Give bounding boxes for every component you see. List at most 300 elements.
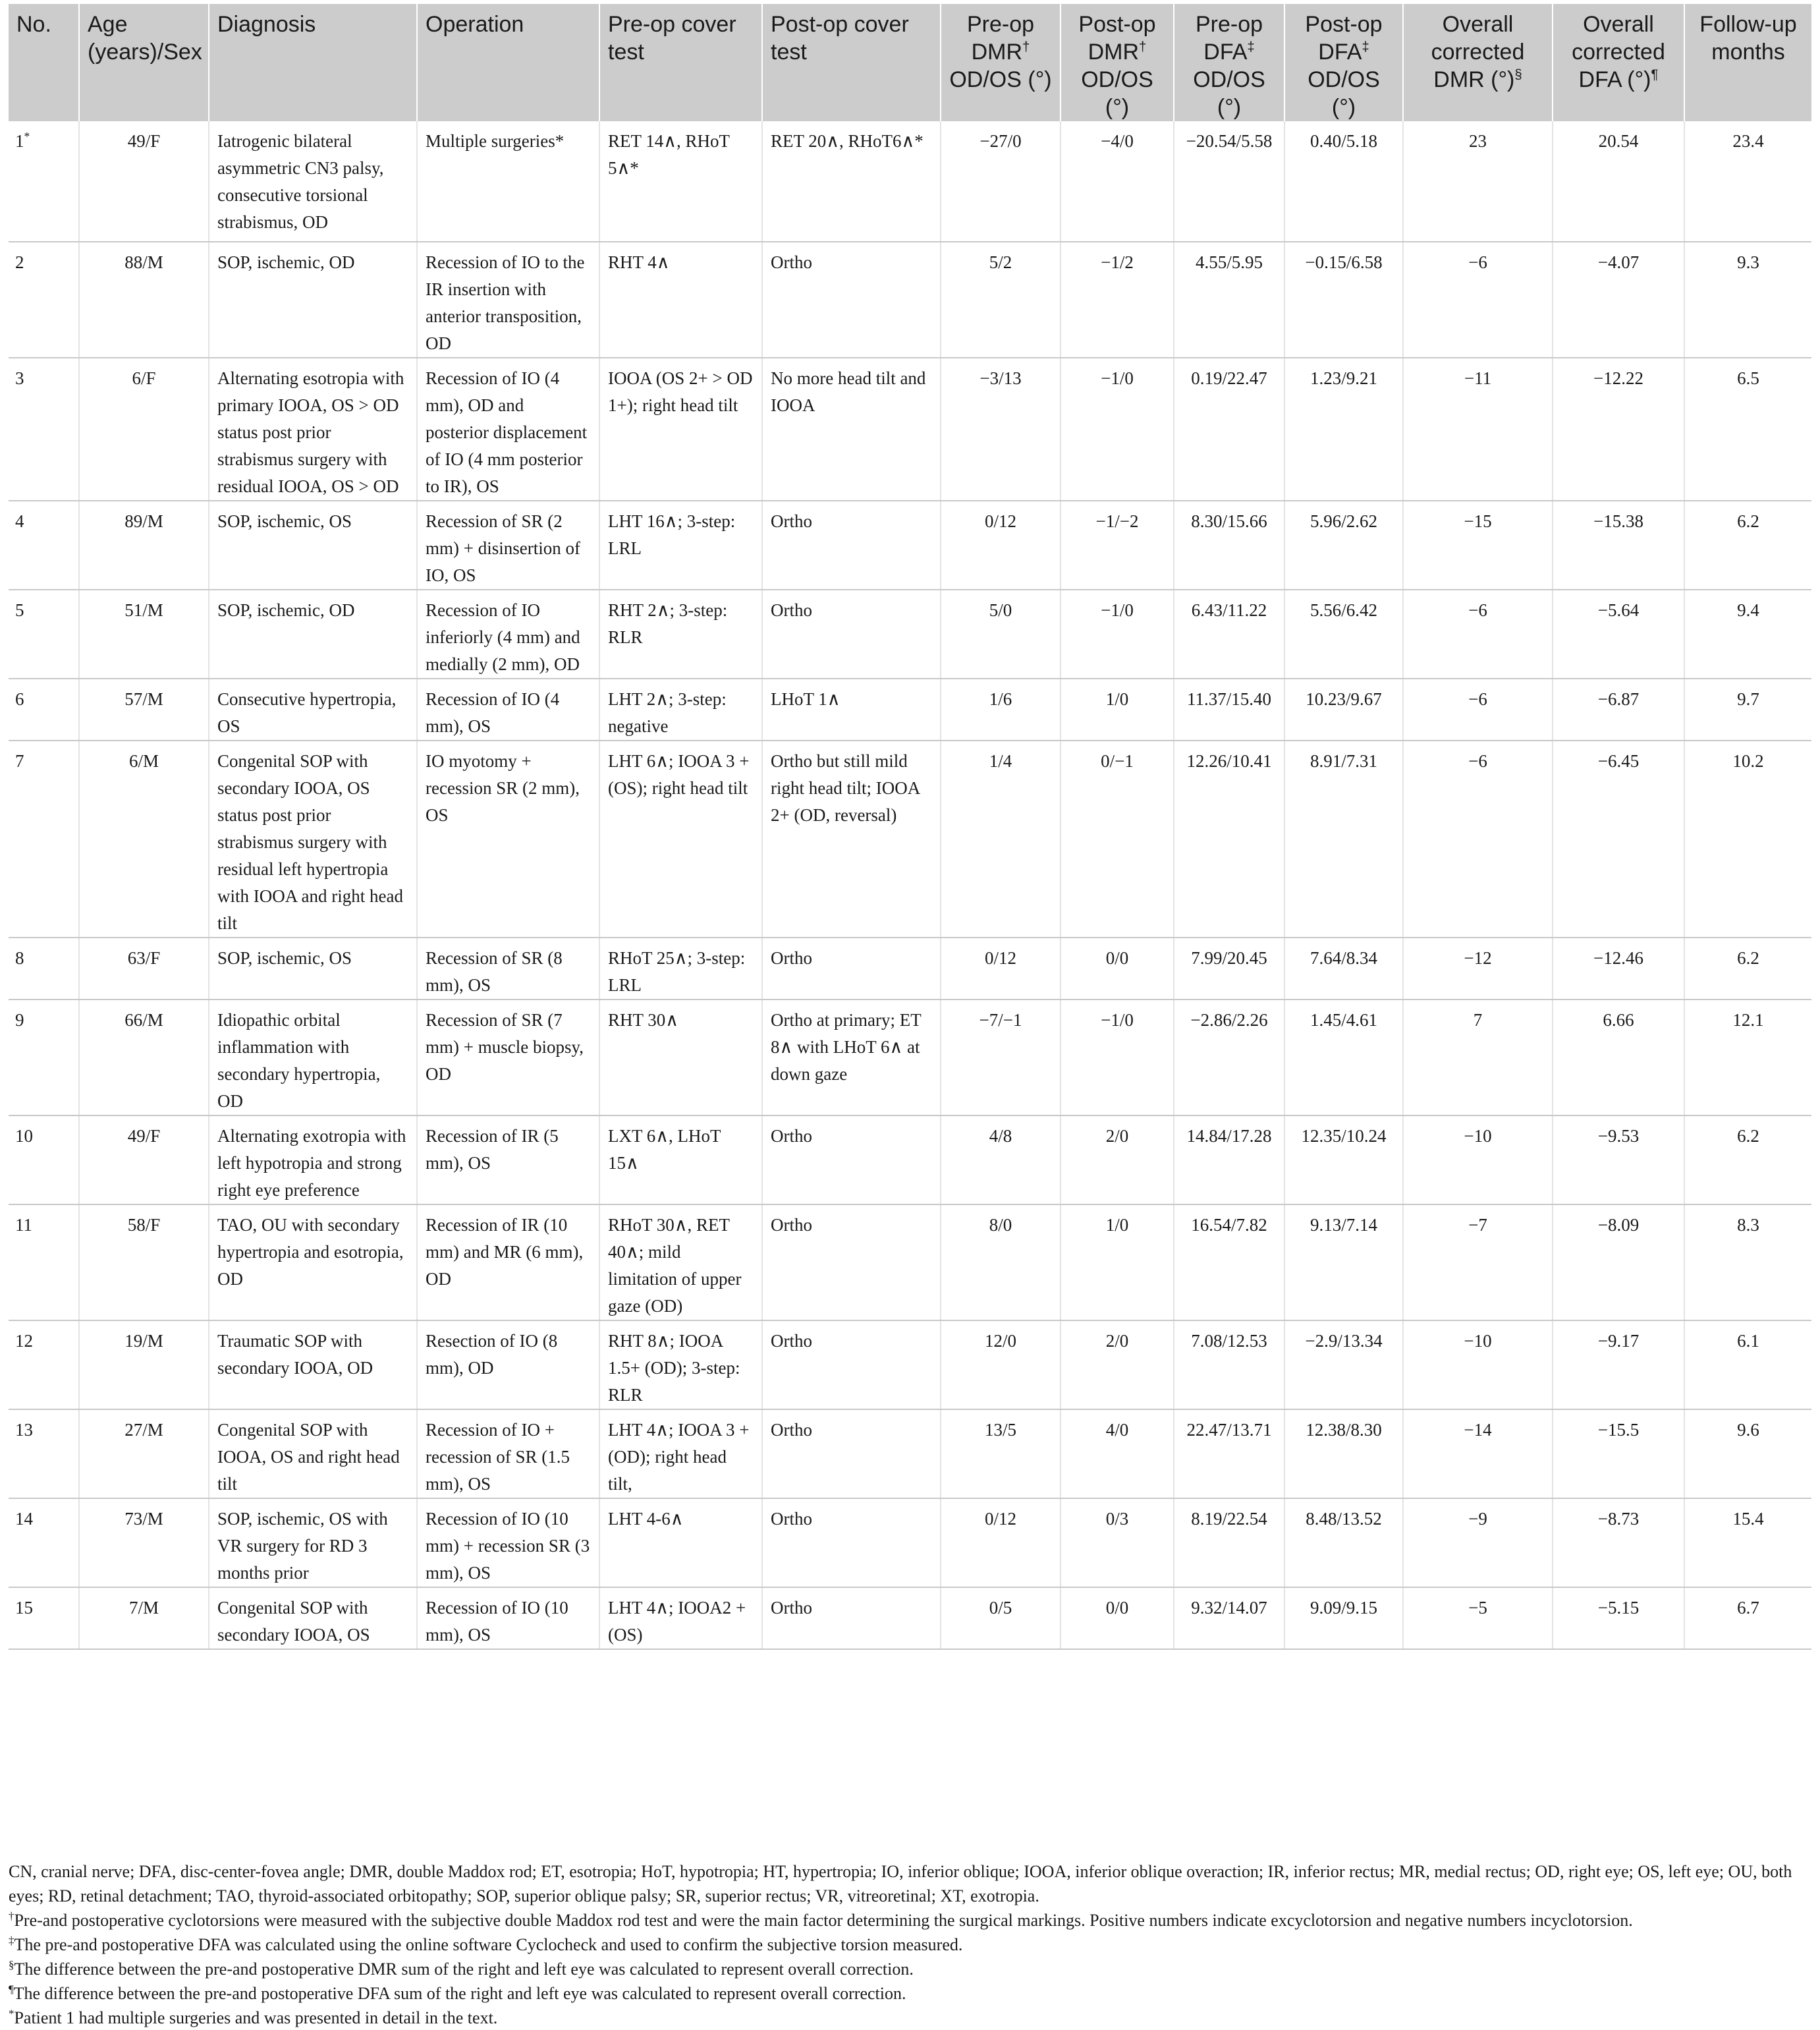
cell-follow-up-text: 8.3 — [1737, 1215, 1759, 1235]
header-text-units: OD/OS (°) — [1308, 67, 1380, 120]
cell-post-op-dfa — [1284, 590, 1403, 679]
cell-pre-op-dmr-text: −27/0 — [979, 131, 1022, 151]
column-header-6 — [762, 4, 941, 121]
table-row — [9, 501, 1811, 590]
cell-post-op-cover-test — [762, 1498, 941, 1587]
cell-post-op-dmr-text: −4/0 — [1101, 131, 1134, 151]
cell-post-op-dfa — [1284, 1320, 1403, 1409]
cell-pre-op-dmr — [941, 938, 1061, 1000]
cell-post-op-dfa — [1284, 741, 1403, 938]
cell-pre-op-dmr-text: −7/−1 — [979, 1010, 1022, 1030]
table-row — [9, 1320, 1811, 1409]
table-container — [9, 4, 1811, 1650]
footnote — [9, 1908, 1811, 1932]
cell-post-op-dmr — [1061, 1498, 1174, 1587]
cell-age-sex-text: 89/M — [124, 511, 163, 531]
cell-overall-dmr-text: −5 — [1468, 1598, 1487, 1618]
cell-overall-dfa-text: −6.87 — [1597, 689, 1640, 709]
cell-follow-up-text: 9.6 — [1737, 1420, 1759, 1440]
cell-follow-up — [1684, 1320, 1811, 1409]
table-row — [9, 938, 1811, 1000]
cell-pre-op-cover-test — [599, 1000, 762, 1115]
cell-pre-op-cover-test-text: RHT 8∧; IOOA 1.5+ (OD); 3-step: RLR — [608, 1331, 740, 1405]
table-row — [9, 1000, 1811, 1115]
cell-post-op-dfa-text: 0.40/5.18 — [1310, 131, 1377, 151]
cell-no-text: 7 — [15, 751, 24, 771]
cell-pre-op-dmr-text: 13/5 — [984, 1420, 1016, 1440]
cell-no-text: 15 — [15, 1598, 33, 1618]
cell-overall-dfa — [1553, 1204, 1684, 1320]
cell-age-sex — [79, 1320, 209, 1409]
cell-overall-dfa — [1553, 590, 1684, 679]
cell-overall-dmr — [1403, 1115, 1553, 1204]
cell-overall-dfa-text: −4.07 — [1597, 252, 1640, 272]
cell-diagnosis-text: SOP, ischemic, OS — [217, 511, 352, 531]
cell-pre-op-cover-test — [599, 242, 762, 358]
header-footnote-mark: ¶ — [1651, 67, 1659, 82]
column-header-10 — [1284, 4, 1403, 121]
cell-post-op-dmr-text: −1/2 — [1101, 252, 1134, 272]
cell-pre-op-cover-test — [599, 1409, 762, 1498]
cell-overall-dmr — [1403, 121, 1553, 242]
cell-post-op-cover-test-text: Ortho — [771, 1420, 812, 1440]
cell-overall-dfa-text: −9.17 — [1597, 1331, 1640, 1351]
cell-operation — [417, 679, 599, 741]
cell-pre-op-dmr — [941, 1320, 1061, 1409]
header-text: Overall corrected DMR (°) — [1431, 12, 1525, 92]
cell-operation — [417, 938, 599, 1000]
header-text: Post-op cover test — [771, 12, 909, 65]
cell-pre-op-dfa — [1174, 1115, 1284, 1204]
cell-pre-op-dfa — [1174, 121, 1284, 242]
cell-pre-op-dmr — [941, 1115, 1061, 1204]
cell-pre-op-dfa — [1174, 679, 1284, 741]
cell-pre-op-dfa-text: 7.99/20.45 — [1191, 948, 1267, 968]
header-text: Age (years)/Sex — [88, 12, 202, 65]
cell-operation-text: Recession of IO (4 mm), OS — [426, 689, 560, 736]
cell-operation-text: Recession of IR (10 mm) and MR (6 mm), OD — [426, 1215, 584, 1289]
cell-overall-dfa — [1553, 501, 1684, 590]
cell-post-op-dmr-text: 0/0 — [1105, 948, 1129, 968]
cell-post-op-cover-test — [762, 1000, 941, 1115]
cell-pre-op-dfa — [1174, 358, 1284, 501]
cell-operation-text: Recession of IO (10 mm), OS — [426, 1598, 568, 1645]
cell-overall-dfa — [1553, 242, 1684, 358]
cell-post-op-cover-test — [762, 741, 941, 938]
cell-post-op-dfa-text: 7.64/8.34 — [1310, 948, 1377, 968]
cell-diagnosis-text: SOP, ischemic, OD — [217, 600, 355, 620]
cell-overall-dmr — [1403, 741, 1553, 938]
cell-diagnosis-text: Consecutive hypertropia, OS — [217, 689, 397, 736]
cell-no — [9, 1000, 79, 1115]
cell-operation-text: Recession of IR (5 mm), OS — [426, 1126, 559, 1173]
cell-diagnosis-text: Alternating esotropia with primary IOOA, OS > OD status post prior strabismus surgery with residual IOOA, OS > OD — [217, 368, 404, 496]
cell-pre-op-dfa — [1174, 1409, 1284, 1498]
cell-post-op-cover-test — [762, 501, 941, 590]
cell-age-sex-text: 27/M — [124, 1420, 163, 1440]
cell-age-sex — [79, 1587, 209, 1649]
cell-post-op-cover-test — [762, 242, 941, 358]
footnote-text: The difference between the pre-and postoperative DFA sum of the right and left eye was calculated to represent overall correction. — [13, 1984, 906, 2003]
cell-overall-dfa-text: −15.5 — [1597, 1420, 1640, 1440]
cell-pre-op-cover-test-text: RHoT 25∧; 3-step: LRL — [608, 948, 746, 995]
cell-post-op-dfa-text: 9.13/7.14 — [1310, 1215, 1377, 1235]
cell-diagnosis — [209, 1498, 417, 1587]
cell-operation — [417, 242, 599, 358]
cell-diagnosis — [209, 1320, 417, 1409]
cell-overall-dfa — [1553, 1000, 1684, 1115]
cell-diagnosis-text: Congenital SOP with IOOA, OS and right head tilt — [217, 1420, 400, 1494]
cell-diagnosis-text: Alternating exotropia with left hypotropia and strong right eye preference — [217, 1126, 406, 1200]
cell-follow-up-text: 9.3 — [1737, 252, 1759, 272]
header-text: No. — [16, 12, 51, 37]
cell-post-op-dmr-text: −1/0 — [1101, 1010, 1134, 1030]
cell-operation-text: Recession of IO inferiorly (4 mm) and medially (2 mm), OD — [426, 600, 580, 674]
cell-pre-op-dmr-text: 12/0 — [984, 1331, 1016, 1351]
cell-overall-dmr-text: −11 — [1464, 368, 1492, 388]
cell-post-op-cover-test — [762, 1204, 941, 1320]
cell-diagnosis-text: TAO, OU with secondary hypertropia and esotropia, OD — [217, 1215, 404, 1289]
cell-age-sex-text: 58/F — [127, 1215, 161, 1235]
cell-operation-text: Recession of SR (2 mm) + disinsertion of IO, OS — [426, 511, 580, 585]
column-header-7 — [941, 4, 1061, 121]
cell-post-op-dfa-text: 12.38/8.30 — [1306, 1420, 1382, 1440]
cell-age-sex-text: 63/F — [127, 948, 161, 968]
cell-pre-op-dfa — [1174, 1320, 1284, 1409]
column-header-4 — [417, 4, 599, 121]
cell-pre-op-dfa-text: 4.55/5.95 — [1195, 252, 1263, 272]
table-row — [9, 590, 1811, 679]
cell-post-op-cover-test-text: Ortho — [771, 600, 812, 620]
cell-diagnosis — [209, 501, 417, 590]
cell-post-op-dfa — [1284, 121, 1403, 242]
cell-overall-dmr — [1403, 242, 1553, 358]
cell-pre-op-cover-test-text: RHT 4∧ — [608, 252, 670, 272]
cell-overall-dmr-text: −6 — [1468, 600, 1487, 620]
cell-no-text: 4 — [15, 511, 24, 531]
footnote-mark: ¶ — [9, 1983, 14, 1996]
cell-post-op-dfa-text: −0.15/6.58 — [1305, 252, 1383, 272]
cell-pre-op-dmr-text: 0/12 — [984, 948, 1016, 968]
table-row — [9, 679, 1811, 741]
cell-post-op-cover-test — [762, 1115, 941, 1204]
cell-post-op-dmr — [1061, 121, 1174, 242]
cell-pre-op-cover-test — [599, 1115, 762, 1204]
cell-post-op-dfa — [1284, 501, 1403, 590]
cell-no — [9, 1115, 79, 1204]
cell-post-op-dmr — [1061, 1204, 1174, 1320]
cell-pre-op-cover-test-text: IOOA (OS 2+ > OD 1+); right head tilt — [608, 368, 753, 415]
cell-follow-up — [1684, 938, 1811, 1000]
cell-post-op-cover-test-text: Ortho — [771, 1509, 812, 1529]
cell-diagnosis — [209, 679, 417, 741]
cell-follow-up-text: 6.2 — [1737, 948, 1759, 968]
cell-post-op-dmr-text: 4/0 — [1105, 1420, 1129, 1440]
cell-pre-op-cover-test-text: RET 14∧, RHoT 5∧* — [608, 131, 730, 178]
cell-no — [9, 1587, 79, 1649]
cell-pre-op-dmr — [941, 741, 1061, 938]
column-header-13 — [1684, 4, 1811, 121]
cell-overall-dfa-text: 6.66 — [1603, 1010, 1634, 1030]
cell-no-text: 11 — [15, 1215, 32, 1235]
table-row — [9, 1587, 1811, 1649]
footnote-list — [9, 1908, 1811, 2030]
cell-overall-dfa-text: −5.15 — [1597, 1598, 1640, 1618]
cell-pre-op-dmr — [941, 679, 1061, 741]
cell-pre-op-cover-test-text: LXT 6∧, LHoT 15∧ — [608, 1126, 721, 1173]
cell-overall-dfa-text: 20.54 — [1598, 131, 1639, 151]
cell-operation-text: Recession of IO (10 mm) + recession SR (3 mm), OS — [426, 1509, 590, 1583]
cell-pre-op-cover-test-text: LHT 16∧; 3-step: LRL — [608, 511, 736, 558]
cell-operation — [417, 1115, 599, 1204]
footnote-mark: † — [9, 1909, 14, 1923]
cell-post-op-cover-test-text: Ortho at primary; ET 8∧ with LHoT 6∧ at down gaze — [771, 1010, 922, 1084]
cell-age-sex — [79, 1204, 209, 1320]
table-row — [9, 1409, 1811, 1498]
cell-post-op-cover-test-text: Ortho — [771, 252, 812, 272]
cell-post-op-dmr — [1061, 242, 1174, 358]
cell-pre-op-dfa-text: −20.54/5.58 — [1186, 131, 1273, 151]
cell-pre-op-dfa-text: 7.08/12.53 — [1191, 1331, 1267, 1351]
header-text: Diagnosis — [217, 12, 316, 37]
cell-overall-dfa — [1553, 121, 1684, 242]
cell-post-op-cover-test — [762, 1587, 941, 1649]
cell-overall-dmr-text: 7 — [1473, 1010, 1483, 1030]
cell-no-text: 10 — [15, 1126, 33, 1146]
cell-age-sex-text: 57/M — [124, 689, 163, 709]
cell-pre-op-dmr — [941, 1587, 1061, 1649]
cell-post-op-dfa — [1284, 242, 1403, 358]
cell-age-sex — [79, 501, 209, 590]
cell-diagnosis — [209, 1000, 417, 1115]
cell-pre-op-dmr-text: 5/0 — [989, 600, 1012, 620]
cell-diagnosis-text: Idiopathic orbital inflammation with secondary hypertropia, OD — [217, 1010, 381, 1111]
cell-post-op-cover-test-text: Ortho — [771, 1598, 812, 1618]
cell-age-sex-text: 73/M — [124, 1509, 163, 1529]
table-row — [9, 1115, 1811, 1204]
table-header — [9, 4, 1811, 121]
cell-post-op-cover-test — [762, 938, 941, 1000]
header-footnote-mark: ‡ — [1247, 40, 1255, 55]
cell-post-op-dfa — [1284, 1498, 1403, 1587]
cell-overall-dmr-text: −6 — [1468, 689, 1487, 709]
cell-pre-op-dfa-text: 22.47/13.71 — [1186, 1420, 1272, 1440]
cell-follow-up-text: 9.7 — [1737, 689, 1759, 709]
cell-overall-dmr-text: −6 — [1468, 252, 1487, 272]
cell-pre-op-cover-test — [599, 1320, 762, 1409]
cell-age-sex — [79, 1115, 209, 1204]
cell-diagnosis-text: SOP, ischemic, OS — [217, 948, 352, 968]
cell-no-text: 2 — [15, 252, 24, 272]
cell-no-text: 13 — [15, 1420, 33, 1440]
cell-pre-op-cover-test-text: LHT 2∧; 3-step: negative — [608, 689, 727, 736]
cell-post-op-dmr-text: −1/0 — [1101, 600, 1134, 620]
header-footnote-mark: † — [1022, 40, 1030, 55]
cell-pre-op-cover-test-text: LHT 4∧; IOOA 3 + (OD); right head tilt, — [608, 1420, 750, 1494]
cell-post-op-dfa — [1284, 1587, 1403, 1649]
footnote-text: Pre-and postoperative cyclotorsions were measured with the subjective double Maddox rod test and were the main factor determining the surgical markings. Positive numbers indicate excyclotorsion and negative numbers incyclotorsion. — [14, 1911, 1633, 1930]
cell-pre-op-dfa — [1174, 242, 1284, 358]
cell-operation-text: Multiple surgeries* — [426, 131, 565, 151]
cell-post-op-cover-test-text: LHoT 1∧ — [771, 689, 841, 709]
cell-overall-dmr — [1403, 1000, 1553, 1115]
cell-pre-op-cover-test — [599, 1204, 762, 1320]
column-header-12 — [1553, 4, 1684, 121]
cell-age-sex-text: 51/M — [124, 600, 163, 620]
cell-follow-up-text: 6.1 — [1737, 1331, 1759, 1351]
cell-pre-op-dfa — [1174, 938, 1284, 1000]
cell-follow-up — [1684, 501, 1811, 590]
footnote-mark: ‡ — [9, 1934, 14, 1947]
cell-pre-op-cover-test — [599, 1587, 762, 1649]
cell-operation — [417, 1409, 599, 1498]
cell-age-sex — [79, 1000, 209, 1115]
cell-no — [9, 590, 79, 679]
cell-post-op-cover-test-text: Ortho — [771, 1215, 812, 1235]
cell-overall-dfa — [1553, 679, 1684, 741]
cell-post-op-cover-test-text: Ortho — [771, 948, 812, 968]
patient-table — [9, 4, 1811, 1650]
cell-post-op-cover-test-text: Ortho — [771, 1331, 812, 1351]
cell-post-op-dfa — [1284, 679, 1403, 741]
header-text-units: OD/OS (°) — [1081, 67, 1153, 120]
cell-follow-up-text: 6.2 — [1737, 1126, 1759, 1146]
cell-age-sex-text: 6/M — [128, 751, 159, 771]
cell-age-sex-text: 19/M — [124, 1331, 163, 1351]
cell-pre-op-dmr — [941, 1409, 1061, 1498]
header-row — [9, 4, 1811, 121]
cell-post-op-dmr-text: 0/3 — [1105, 1509, 1129, 1529]
header-footnote-mark: ‡ — [1362, 40, 1369, 55]
cell-diagnosis — [209, 1587, 417, 1649]
cell-diagnosis-text: SOP, ischemic, OS with VR surgery for RD 3 months prior — [217, 1509, 388, 1583]
cell-no — [9, 1498, 79, 1587]
cell-post-op-dfa — [1284, 1204, 1403, 1320]
cell-pre-op-dmr — [941, 358, 1061, 501]
cell-post-op-dfa-text: 9.09/9.15 — [1310, 1598, 1377, 1618]
cell-overall-dfa-text: −8.73 — [1597, 1509, 1640, 1529]
cell-diagnosis — [209, 938, 417, 1000]
cell-overall-dfa-text: −12.22 — [1593, 368, 1643, 388]
cell-pre-op-cover-test-text: LHT 6∧; IOOA 3 + (OS); right head tilt — [608, 751, 750, 798]
header-text: Operation — [426, 12, 524, 37]
column-header-2 — [79, 4, 209, 121]
cell-diagnosis-text: Iatrogenic bilateral asymmetric CN3 palsy, consecutive torsional strabismus, OD — [217, 131, 384, 232]
column-header-1 — [9, 4, 79, 121]
cell-operation-text: Recession of SR (7 mm) + muscle biopsy, OD — [426, 1010, 584, 1084]
table-row — [9, 121, 1811, 242]
cell-overall-dmr-text: 23 — [1469, 131, 1487, 151]
cell-overall-dfa — [1553, 1409, 1684, 1498]
cell-post-op-dfa-text: 12.35/10.24 — [1301, 1126, 1387, 1146]
cell-pre-op-dmr-text: 8/0 — [989, 1215, 1012, 1235]
cell-pre-op-dmr — [941, 590, 1061, 679]
table-row — [9, 242, 1811, 358]
cell-overall-dfa — [1553, 938, 1684, 1000]
cell-no-text: 14 — [15, 1509, 33, 1529]
cell-no — [9, 741, 79, 938]
header-text: Post-op DFA — [1305, 12, 1383, 65]
cell-age-sex — [79, 938, 209, 1000]
cell-follow-up — [1684, 1115, 1811, 1204]
cell-pre-op-cover-test — [599, 938, 762, 1000]
cell-follow-up — [1684, 679, 1811, 741]
cell-operation-text: Recession of IO + recession of SR (1.5 mm), OS — [426, 1420, 570, 1494]
cell-operation — [417, 1587, 599, 1649]
cell-operation — [417, 358, 599, 501]
cell-pre-op-dmr — [941, 242, 1061, 358]
cell-pre-op-dfa-text: 11.37/15.40 — [1187, 689, 1271, 709]
cell-diagnosis — [209, 1409, 417, 1498]
footnote — [9, 1932, 1811, 1957]
cell-operation-text: Resection of IO (8 mm), OD — [426, 1331, 558, 1378]
header-text: Pre-op cover test — [608, 12, 736, 65]
cell-post-op-dmr — [1061, 1115, 1174, 1204]
table-row — [9, 358, 1811, 501]
cell-age-sex — [79, 590, 209, 679]
cell-pre-op-dfa — [1174, 1587, 1284, 1649]
cell-age-sex — [79, 242, 209, 358]
cell-post-op-cover-test-text: Ortho but still mild right head tilt; IOOA 2+ (OD, reversal) — [771, 751, 920, 825]
cell-follow-up — [1684, 1000, 1811, 1115]
cell-post-op-dmr-text: 1/0 — [1105, 689, 1129, 709]
cell-no — [9, 242, 79, 358]
cell-post-op-dfa-text: 5.56/6.42 — [1310, 600, 1377, 620]
cell-pre-op-dmr — [941, 1000, 1061, 1115]
cell-pre-op-dfa — [1174, 590, 1284, 679]
cell-overall-dmr-text: −7 — [1468, 1215, 1487, 1235]
cell-operation — [417, 1204, 599, 1320]
cell-no-text: 9 — [15, 1010, 24, 1030]
cell-post-op-dmr-text: −1/0 — [1101, 368, 1134, 388]
cell-operation — [417, 590, 599, 679]
cell-pre-op-dmr — [941, 501, 1061, 590]
cell-diagnosis-text: Congenital SOP with secondary IOOA, OS status post prior strabismus surgery with residual left hypertropia with IOOA and right head tilt — [217, 751, 403, 933]
cell-operation-text: Recession of SR (8 mm), OS — [426, 948, 563, 995]
cell-operation-text: IO myotomy + recession SR (2 mm), OS — [426, 751, 580, 825]
cell-overall-dfa-text: −12.46 — [1593, 948, 1643, 968]
cell-overall-dmr — [1403, 1498, 1553, 1587]
cell-overall-dmr — [1403, 590, 1553, 679]
cell-post-op-dmr — [1061, 501, 1174, 590]
cell-pre-op-dmr — [941, 1498, 1061, 1587]
cell-no — [9, 679, 79, 741]
cell-age-sex — [79, 358, 209, 501]
header-text-units: OD/OS (°) — [949, 67, 1052, 92]
cell-operation-text: Recession of IO (4 mm), OD and posterior displacement of IO (4 mm posterior to IR), OS — [426, 368, 588, 496]
cell-operation — [417, 121, 599, 242]
cell-pre-op-cover-test-text: RHT 2∧; 3-step: RLR — [608, 600, 728, 647]
cell-overall-dfa — [1553, 358, 1684, 501]
cell-pre-op-dfa-text: 6.43/11.22 — [1191, 600, 1267, 620]
cell-post-op-cover-test — [762, 679, 941, 741]
header-text: Post-op DMR — [1078, 12, 1156, 65]
cell-pre-op-dfa-text: 9.32/14.07 — [1191, 1598, 1267, 1618]
cell-operation — [417, 1320, 599, 1409]
cell-overall-dmr — [1403, 1409, 1553, 1498]
cell-pre-op-dfa — [1174, 1000, 1284, 1115]
cell-follow-up — [1684, 590, 1811, 679]
cell-follow-up — [1684, 1498, 1811, 1587]
cell-post-op-dfa — [1284, 1115, 1403, 1204]
cell-age-sex — [79, 1498, 209, 1587]
cell-pre-op-dmr-text: −3/13 — [979, 368, 1022, 388]
footnote — [9, 1957, 1811, 1981]
cell-age-sex-text: 88/M — [124, 252, 163, 272]
cell-post-op-dmr — [1061, 1409, 1174, 1498]
cell-diagnosis — [209, 1204, 417, 1320]
footnote-mark: * — [9, 2007, 14, 2020]
